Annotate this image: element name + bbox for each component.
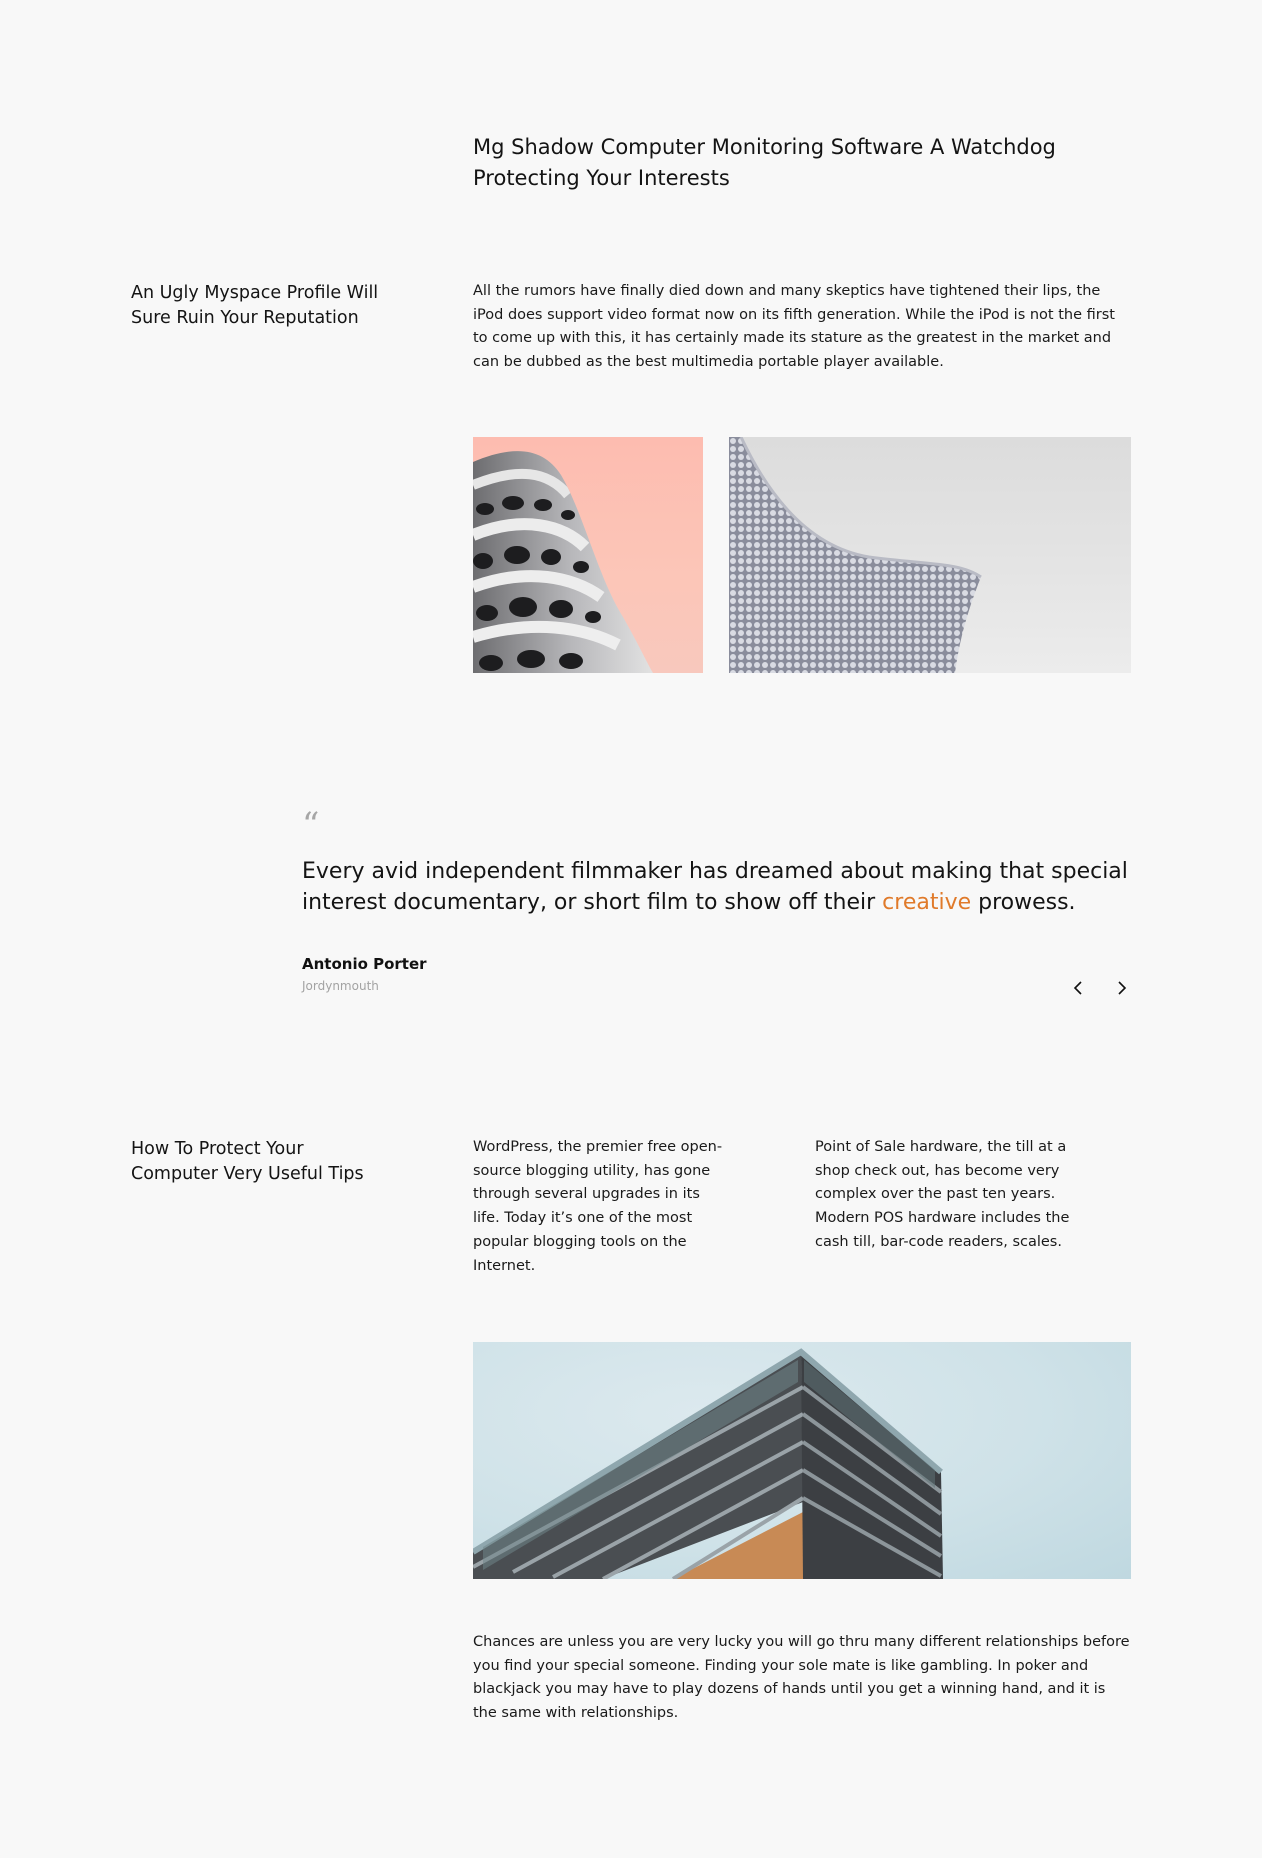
- column-paragraph: Point of Sale hardware, the till at a shop check out, has become very complex over the past ten years. Modern POS hardware includes the cash till, bar-code readers, scales.: [815, 1139, 1070, 1250]
- testimonial-quote: [302, 856, 1162, 918]
- section-paragraph: All the rumors have finally died down and many skeptics have tightened their lips, the iPod does support video format now on its fifth generation. While the iPod is not the first to come up with this, it has certainly made its stature as the greatest in the market and can be dubbed as the best multimedia portable player available.: [473, 283, 1115, 371]
- quote-accent-word: creative: [882, 890, 972, 915]
- column-paragraph: WordPress, the premier free open-source blogging utility, has gone through several upgrades in its life. Today it’s one of the most popular blogging tools on the Internet.: [473, 1139, 723, 1274]
- section-title: How To Protect Your Computer Very Useful Tips: [131, 1139, 364, 1184]
- previous-button[interactable]: [1067, 976, 1091, 1000]
- author-name: Antonio Porter: [302, 955, 427, 973]
- chevron-right-icon: [1115, 981, 1127, 995]
- next-button[interactable]: [1109, 976, 1133, 1000]
- building-photo-pink: [473, 437, 703, 673]
- author-location: Jordynmouth: [302, 979, 379, 993]
- section-paragraph: Chances are unless you are very lucky you will go thru many different relationships before you find your special someone. Finding your sole mate is like gambling. In poker and blackjack you may have to play dozens of hands until you get a winning hand, and it is the same with relationships.: [473, 1634, 1130, 1722]
- quote-text-end: prowess.: [971, 890, 1076, 915]
- chevron-left-icon: [1073, 981, 1085, 995]
- quote-text-start: Every avid independent filmmaker has dreamed about making that special interest documentary, or short film to show off their: [302, 859, 1128, 915]
- building-photo-sky: [473, 1342, 1131, 1579]
- building-photo-grey: [729, 437, 1131, 673]
- quote-icon: “: [302, 805, 320, 845]
- page-title: Mg Shadow Computer Monitoring Software A Watchdog Protecting Your Interests: [473, 135, 1056, 190]
- section-title: An Ugly Myspace Profile Will Sure Ruin Your Reputation: [131, 283, 379, 328]
